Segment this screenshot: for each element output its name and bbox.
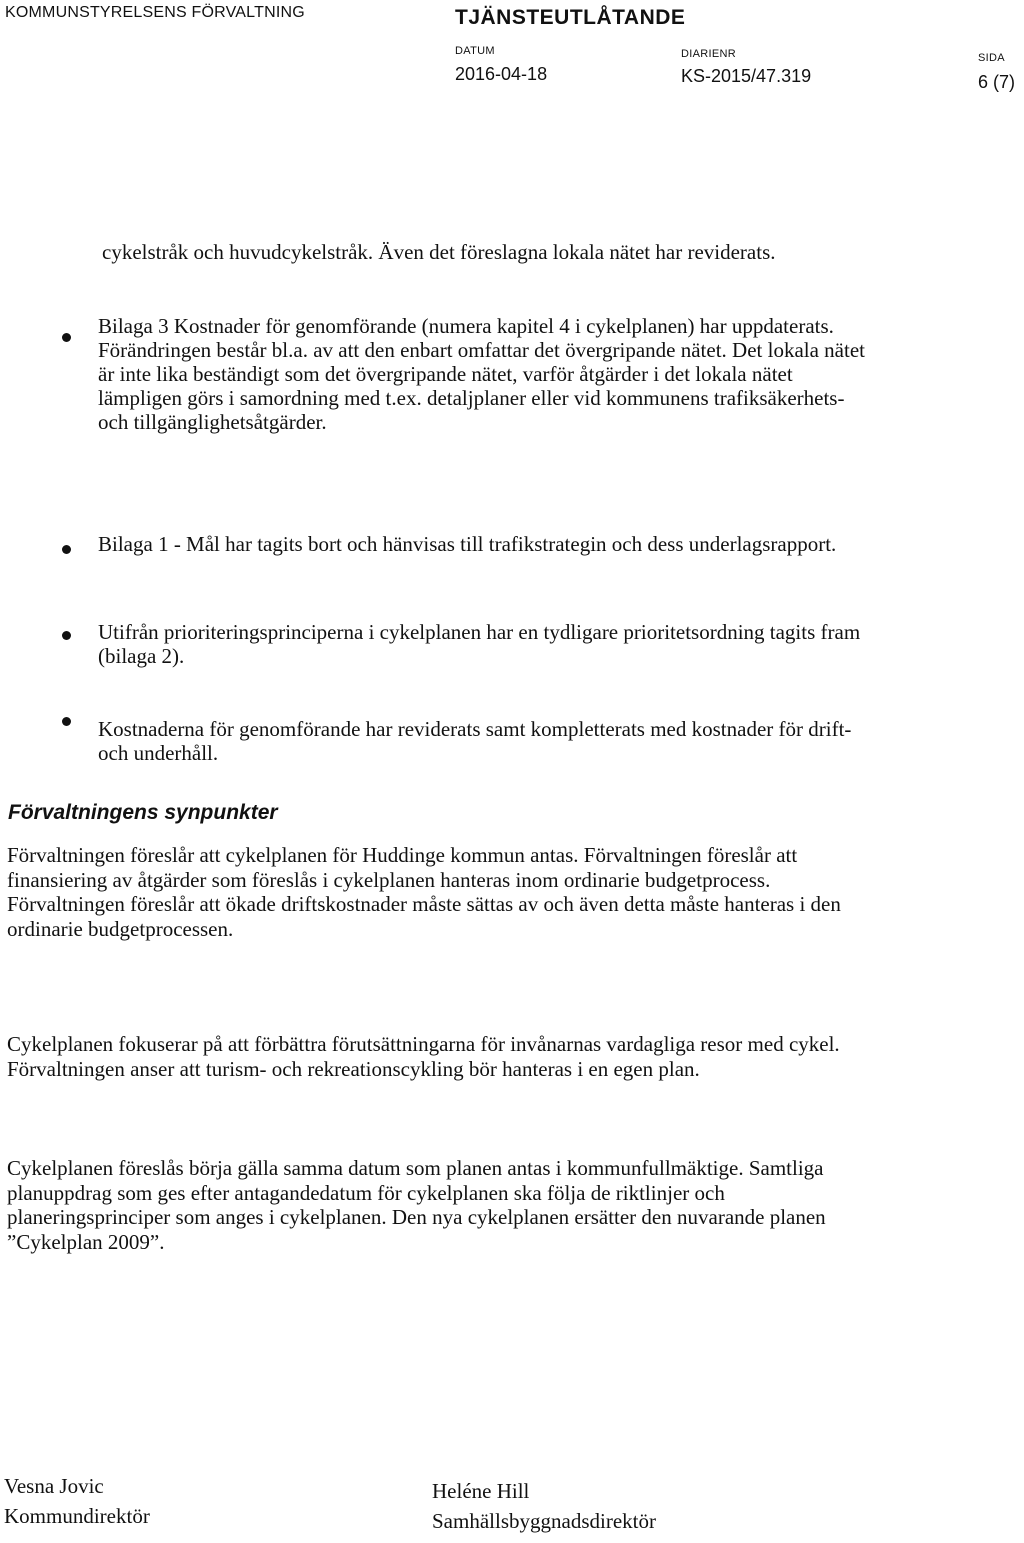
bullet-text: Bilaga 3 Kostnader för genomförande (numera kapitel 4 i cykelplanen) har uppdaterats. Förändringen består bl.a. av att den enbart omfattar det övergripande nätet. Det lokala nätet är inte lika beständigt som det övergripande nätet, varför åtgärder i det lokala nätet lämpligen görs i samordning med t.ex. detaljplaner eller vid kommunens trafiksäkerhets- och tillgänglighetsåtgärder. — [98, 314, 865, 434]
intro-text: cykelstråk och huvudcykelstråk. Även det föreslagna lokala nätet har reviderats. — [102, 240, 776, 264]
signatory-name: Heléne Hill — [432, 1479, 530, 1503]
date-label: DATUM — [455, 45, 495, 57]
bullet-text: Kostnaderna för genomförande har reviderats samt kompletterats med kostnader för drift- och underhåll. — [98, 717, 852, 765]
bullet-text: Utifrån prioriteringsprinciperna i cykelplanen har en tydligare prioritetsordning tagits fram (bilaga 2). — [98, 620, 861, 668]
date-value: 2016-04-18 — [455, 64, 548, 84]
paragraph: Cykelplanen föreslås börja gälla samma datum som planen antas i kommunfullmäktige. Samtliga planuppdrag som ges efter antagandedatum för cykelplanen ska följa de riktlinjer och planeringsprinciper som anges i cykelplanen. Den nya cykelplanen ersätter den nuvarande planen ”Cykelplan 2009”. — [7, 1156, 826, 1254]
signatory-title: Samhällsbyggnadsdirektör — [432, 1509, 656, 1533]
signatory-name: Vesna Jovic — [4, 1474, 104, 1498]
organization-name: KOMMUNSTYRELSENS FÖRVALTNING — [5, 4, 305, 21]
diarienr-label: DIARIENR — [681, 48, 736, 60]
bullet-dot-icon — [62, 717, 71, 726]
document-type: TJÄNSTEUTLÅTANDE — [455, 6, 686, 29]
page-number: 6 (7) — [978, 72, 1016, 92]
paragraph: Förvaltningen föreslår att cykelplanen för Huddinge kommun antas. Förvaltningen föreslår att finansiering av åtgärder som föreslås i cykelplanen hanteras inom ordinarie budgetprocess. Förvaltningen föreslår att ökade driftskostnader måste sättas av och även detta måste hanteras i den ordinarie budgetprocessen. — [7, 843, 841, 941]
paragraph: Cykelplanen fokuserar på att förbättra förutsättningarna för invånarnas vardagliga resor med cykel. Förvaltningen anser att turism- och rekreationscykling bör hanteras i en egen plan. — [7, 1032, 840, 1081]
signature-block — [4, 1471, 150, 1531]
section-heading: Förvaltningens synpunkter — [8, 801, 278, 824]
diarienr-value: KS-2015/47.319 — [681, 66, 812, 86]
page-label: SIDA — [978, 52, 1005, 64]
bullet-text: Bilaga 1 - Mål har tagits bort och hänvisas till trafikstrategin och dess underlagsrapport. — [98, 532, 837, 556]
bullet-dot-icon — [62, 333, 71, 342]
signatory-title: Kommundirektör — [4, 1504, 150, 1528]
bullet-dot-icon — [62, 545, 71, 554]
signature-block — [432, 1476, 656, 1536]
bullet-dot-icon — [62, 631, 71, 640]
